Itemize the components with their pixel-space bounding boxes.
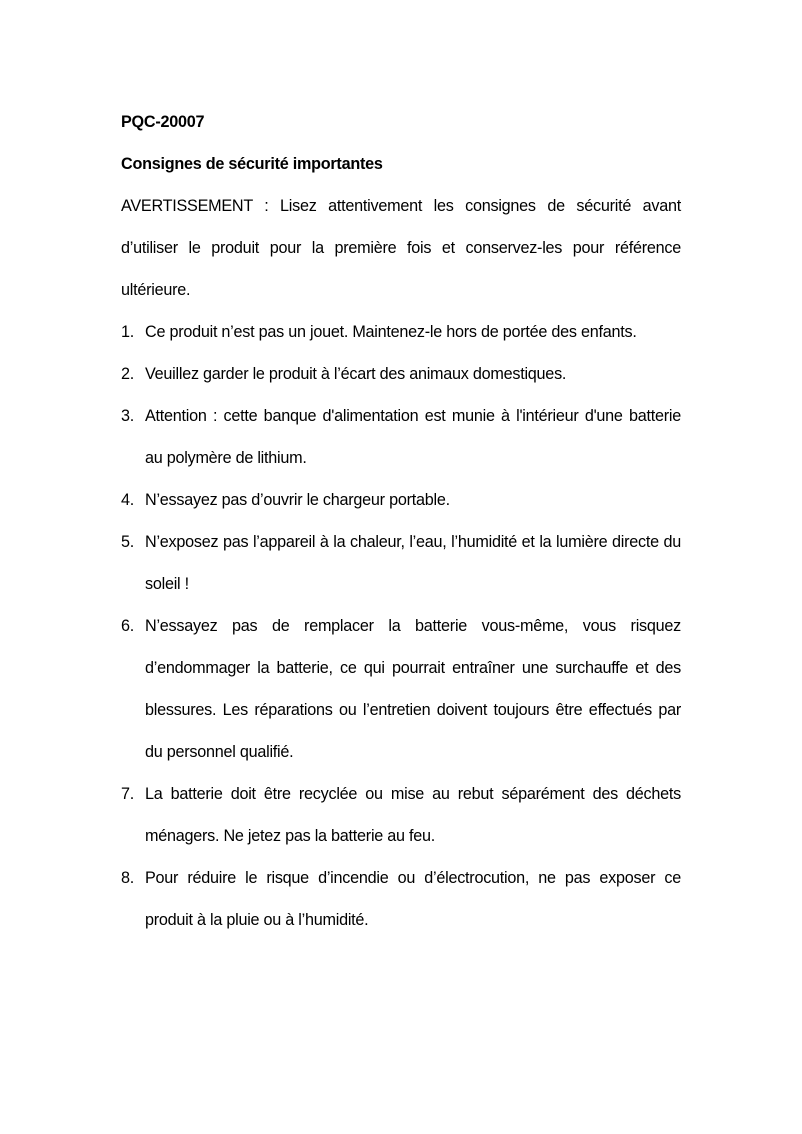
list-item bbox=[121, 857, 681, 941]
document-page bbox=[121, 101, 681, 941]
product-code: PQC-20007 bbox=[121, 113, 205, 131]
item-number: 3. bbox=[121, 407, 135, 425]
list-item bbox=[121, 521, 681, 605]
list-item bbox=[121, 395, 681, 479]
item-number: 5. bbox=[121, 533, 135, 551]
item-number: 4. bbox=[121, 491, 135, 509]
list-item bbox=[121, 311, 681, 353]
warning-paragraph: AVERTISSEMENT : Lisez attentivement les consignes de sécurité avant d’utiliser le produit pour la première fois et conservez-les pour référence ultérieure. bbox=[121, 197, 681, 299]
list-item bbox=[121, 773, 681, 857]
item-text: Attention : cette banque d'alimentation est munie à l'intérieur d'une batterie au polymère de lithium. bbox=[145, 407, 681, 467]
list-item bbox=[121, 353, 681, 395]
item-number: 1. bbox=[121, 323, 135, 341]
item-number: 2. bbox=[121, 365, 135, 383]
list-item bbox=[121, 479, 681, 521]
item-text: N’essayez pas d’ouvrir le chargeur portable. bbox=[145, 491, 450, 509]
document-title: Consignes de sécurité importantes bbox=[121, 155, 383, 173]
item-text: Ce produit n’est pas un jouet. Maintenez-le hors de portée des enfants. bbox=[145, 323, 637, 341]
item-text: Veuillez garder le produit à l’écart des animaux domestiques. bbox=[145, 365, 567, 383]
list-item bbox=[121, 605, 681, 773]
item-text: Pour réduire le risque d’incendie ou d’électrocution, ne pas exposer ce produit à la pluie ou à l’humidité. bbox=[145, 869, 681, 929]
item-text: La batterie doit être recyclée ou mise au rebut séparément des déchets ménagers. Ne jetez pas la batterie au feu. bbox=[145, 785, 681, 845]
item-text: N’essayez pas de remplacer la batterie vous-même, vous risquez d’endommager la batterie, ce qui pourrait entraîner une surchauffe et des blessures. Les réparations ou l’entretien doivent toujours être effectués par du personnel qualifié. bbox=[145, 617, 681, 761]
item-number: 7. bbox=[121, 785, 135, 803]
item-text: N’exposez pas l’appareil à la chaleur, l’eau, l’humidité et la lumière directe du soleil ! bbox=[145, 533, 681, 593]
item-number: 6. bbox=[121, 617, 135, 635]
item-number: 8. bbox=[121, 869, 135, 887]
safety-instructions-list bbox=[121, 311, 681, 941]
